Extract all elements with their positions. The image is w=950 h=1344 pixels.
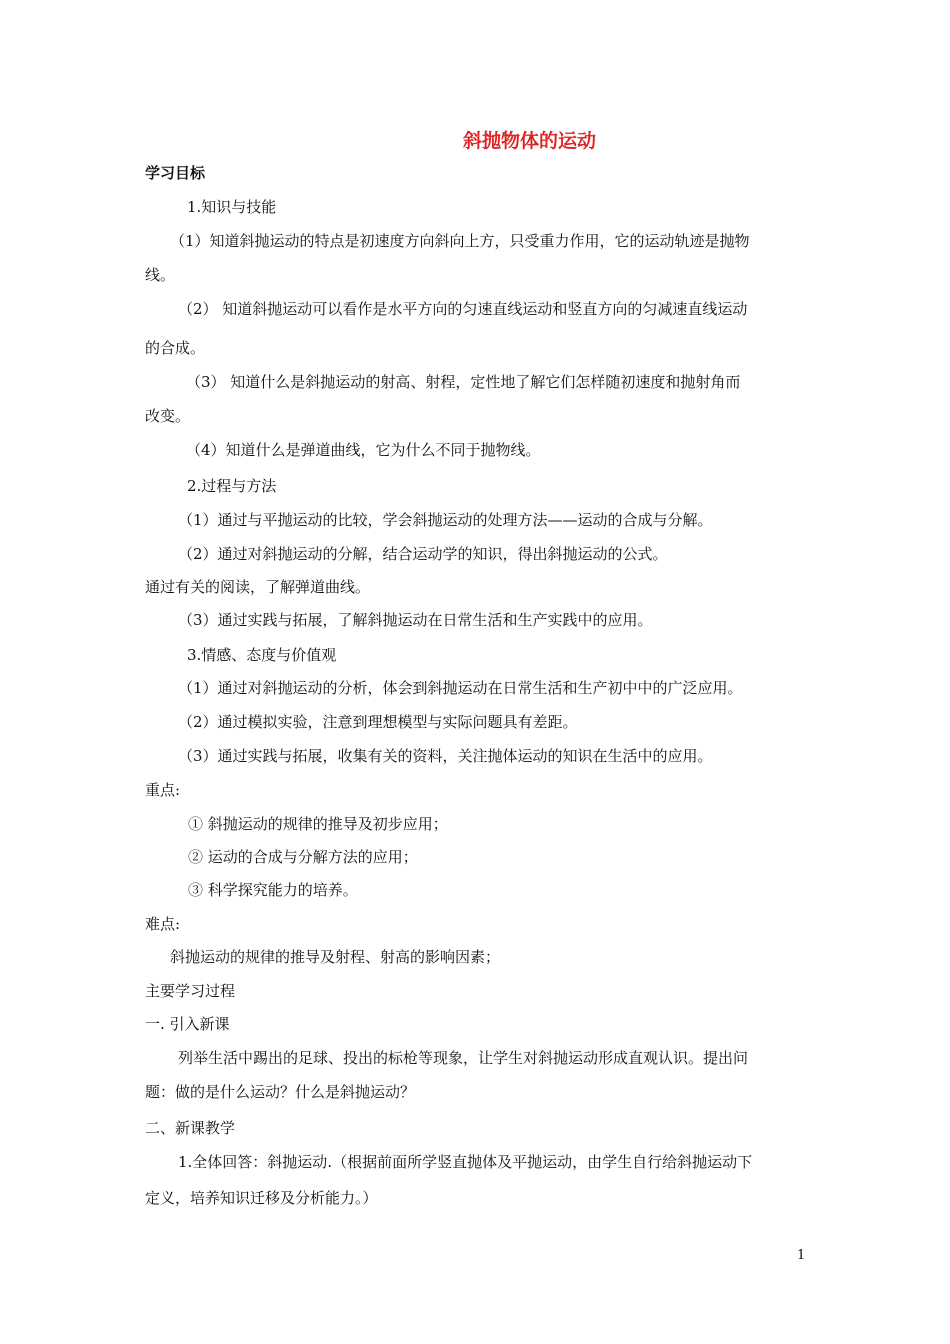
paragraph-line: （1）通过与平抛运动的比较，学会斜抛运动的处理方法——运动的合成与分解。 bbox=[178, 511, 713, 529]
paragraph-line: （3） 知道什么是斜抛运动的射高、射程，定性地了解它们怎样随初速度和抛射角而 bbox=[186, 373, 741, 391]
section-learning-goals: 学习目标 bbox=[145, 164, 206, 182]
key-point-item: ③ 科学探究能力的培养。 bbox=[188, 881, 358, 899]
heading-knowledge-skills: 1.知识与技能 bbox=[187, 198, 277, 216]
key-points-label: 重点: bbox=[145, 781, 181, 799]
paragraph-line: （3）通过实践与拓展，了解斜抛运动在日常生活和生产实践中的应用。 bbox=[178, 611, 653, 629]
paragraph-line: （4）知道什么是弹道曲线，它为什么不同于抛物线。 bbox=[186, 441, 541, 459]
document-title: 斜抛物体的运动 bbox=[463, 130, 597, 152]
paragraph-line: 的合成。 bbox=[145, 339, 206, 357]
heading-intro: 一. 引入新课 bbox=[145, 1015, 230, 1033]
paragraph-line: 1.全体回答：斜抛运动.（根据前面所学竖直抛体及平抛运动，由学生自行给斜抛运动下 bbox=[178, 1153, 753, 1171]
paragraph-line: 通过有关的阅读，了解弹道曲线。 bbox=[145, 578, 371, 596]
heading-main-process: 主要学习过程 bbox=[145, 982, 236, 1000]
paragraph-line: （1）通过对斜抛运动的分析，体会到斜抛运动在日常生活和生产初中中的广泛应用。 bbox=[178, 679, 743, 697]
heading-emotion-values: 3.情感、态度与价值观 bbox=[187, 646, 337, 664]
paragraph-line: 改变。 bbox=[145, 407, 191, 425]
page-number: 1 bbox=[797, 1248, 806, 1263]
key-point-item: ① 斜抛运动的规律的推导及初步应用； bbox=[188, 815, 448, 833]
key-point-item: ② 运动的合成与分解方法的应用； bbox=[188, 848, 418, 866]
paragraph-line: （1）知道斜抛运动的特点是初速度方向斜向上方，只受重力作用，它的运动轨迹是抛物 bbox=[170, 232, 750, 250]
paragraph-line: 列举生活中踢出的足球、投出的标枪等现象，让学生对斜抛运动形成直观认识。提出问 bbox=[178, 1049, 749, 1067]
heading-process-methods: 2.过程与方法 bbox=[187, 477, 277, 495]
paragraph-line: （2）通过对斜抛运动的分解，结合运动学的知识，得出斜抛运动的公式。 bbox=[178, 545, 668, 563]
paragraph-line: （3）通过实践与拓展，收集有关的资料，关注抛体运动的知识在生活中的应用。 bbox=[178, 747, 713, 765]
difficult-point-item: 斜抛运动的规律的推导及射程、射高的影响因素； bbox=[170, 948, 501, 966]
paragraph-line: 线。 bbox=[145, 266, 176, 284]
paragraph-line: （2）通过模拟实验，注意到理想模型与实际问题具有差距。 bbox=[178, 713, 578, 731]
heading-new-lesson: 二、新课教学 bbox=[145, 1119, 236, 1137]
paragraph-line: 定义，培养知识迁移及分析能力。） bbox=[145, 1189, 378, 1207]
difficult-points-label: 难点: bbox=[145, 915, 181, 933]
paragraph-line: 题：做的是什么运动？什么是斜抛运动？ bbox=[145, 1083, 416, 1101]
paragraph-line: （2） 知道斜抛运动可以看作是水平方向的匀速直线运动和竖直方向的匀减速直线运动 bbox=[178, 300, 748, 318]
